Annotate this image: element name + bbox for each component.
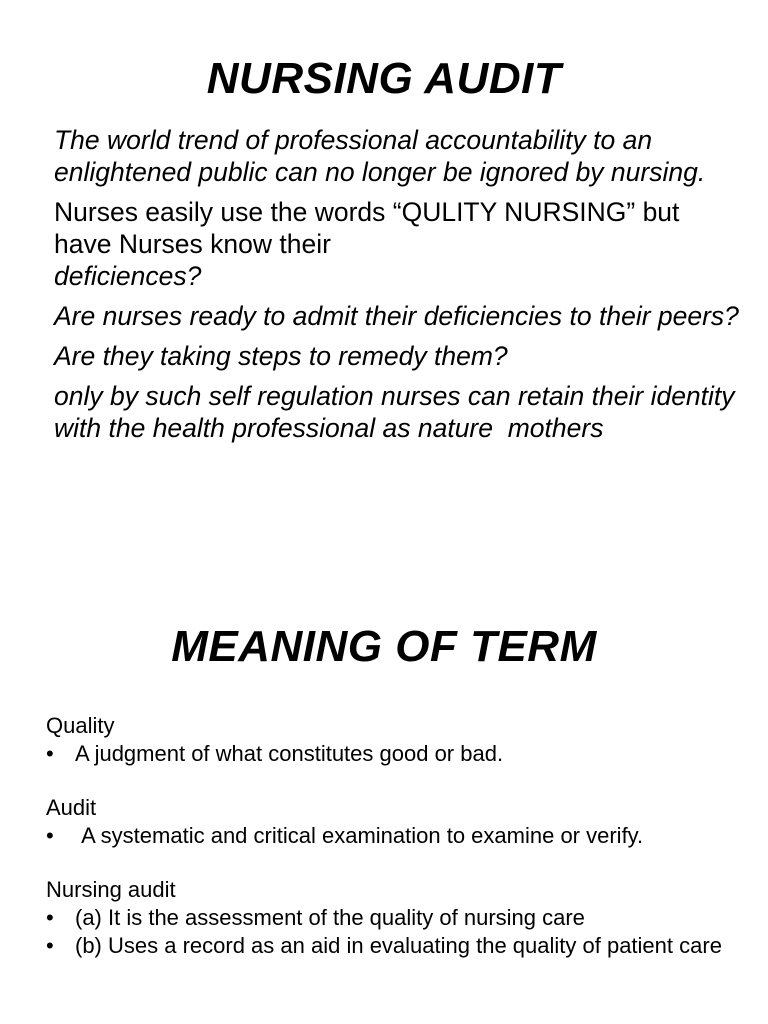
bullet-icon: • xyxy=(46,933,54,958)
term-nursing-audit xyxy=(46,876,726,960)
paragraph-accountability: The world trend of professional accountability to an enlightened public can no longer be ignored by nursing. xyxy=(54,125,706,187)
definition-text: (a) It is the assessment of the quality of nursing care xyxy=(75,905,585,930)
definition-text: (b) Uses a record as an aid in evaluating the quality of patient care xyxy=(75,933,722,958)
term-definitions xyxy=(46,740,726,768)
term-definitions xyxy=(46,822,726,850)
list-item xyxy=(46,740,726,768)
paragraph-deficiences-text: deficiences? xyxy=(54,261,202,291)
definition-text: A systematic and critical examination to examine or verify. xyxy=(75,823,644,848)
bullet-icon: • xyxy=(46,741,54,766)
definition-text: A judgment of what constitutes good or bad. xyxy=(75,741,504,766)
term-audit xyxy=(46,794,726,850)
paragraph-self-regulation: only by such self regulation nurses can retain their identity with the health professional as nature mothers xyxy=(54,381,735,443)
list-item xyxy=(46,904,726,932)
paragraph-quality-nursing xyxy=(54,196,744,292)
terms-list xyxy=(46,712,726,986)
paragraph-admit-deficiencies: Are nurses ready to admit their deficiencies to their peers? xyxy=(54,301,739,331)
term-heading: Quality xyxy=(46,713,115,738)
term-definitions xyxy=(46,904,726,960)
slide-meaning-of-term xyxy=(0,600,768,1024)
term-heading: Audit xyxy=(46,795,97,820)
bullet-icon: • xyxy=(46,905,54,930)
intro-text xyxy=(54,124,744,452)
bullet-icon: • xyxy=(46,823,54,848)
paragraph-remedy: Are they taking steps to remedy them? xyxy=(54,341,508,371)
paragraph-quality-nursing-text: Nurses easily use the words “QULITY NURSING” but have Nurses know their xyxy=(54,197,680,259)
list-item xyxy=(46,932,726,960)
list-item xyxy=(46,822,726,850)
term-heading: Nursing audit xyxy=(46,877,176,902)
term-quality xyxy=(46,712,726,768)
slide-title: MEANING OF TERM xyxy=(171,622,597,671)
slide-title: NURSING AUDIT xyxy=(206,54,562,103)
